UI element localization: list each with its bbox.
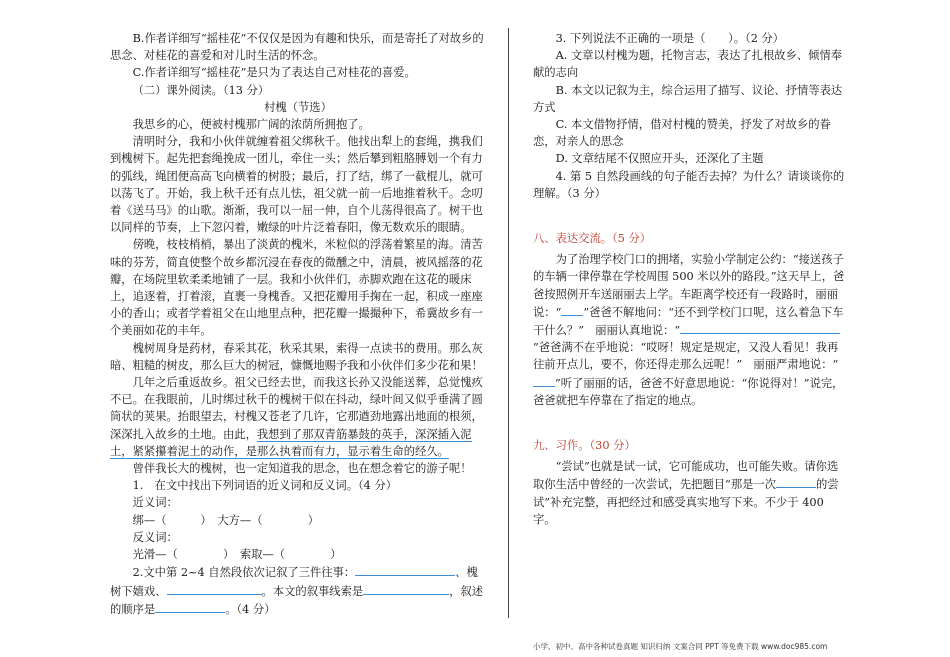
right-column xyxy=(533,30,845,528)
question-2-b: 槐树下嬉戏、 xyxy=(110,566,478,598)
question-2-a: 2.文中第 2~4 自然段依次记叙了三件往事： xyxy=(132,566,356,580)
column-divider xyxy=(508,28,509,618)
answer-blank-2[interactable] xyxy=(167,582,262,595)
expression-passage xyxy=(533,251,845,409)
synonym-row: 绑—（ ） 大方—（ ） xyxy=(132,513,319,527)
paragraph-6: 曾伴我长大的槐树，也一定知道我的思念，也在想念着它的游子呢！ xyxy=(132,462,472,476)
expression-2: ”爸爸不解地问：“还不到学校门口呢，这么着急下车干什么？” 丽丽认真地说：“ xyxy=(533,305,844,338)
question-2: 2.文中第 2~4 自然段依次记叙了三件往事： 、槐树下嬉戏、 。本文的叙事线索是 ，叙述的顺序是 。（4 分） xyxy=(110,563,486,618)
section-9-title: 九、习作。（30 分） xyxy=(533,439,636,453)
option-3c: C. 本文借物抒情，借对村槐的赞美，抒发了对故乡的眷恋，对亲人的思念 xyxy=(533,118,831,149)
option-c: C.作者详细写“摇桂花”是只为了表达自己对桂花的喜爱。 xyxy=(132,66,416,80)
paragraph-3: 傍晚，枝枝梢梢，暴出了淡黄的槐米，米粒似的浮荡着繁星的海。清苦味的芬芳，简直使整个故乡都沉浸在春夜的微醺之中，清晨，被风摇落的花瓣，在场院里软柔柔地铺了一层。我和小伙伴们，赤脚欢跑在这花的暖床上，追逐着，打着滚，直裹一身槐香。又把花瓣用手掬在一起，积成一座座小的香山；或者学着祖父在山地里点种，把花瓣一撮撮种下，希冀故乡有一个美丽如花的丰年。 xyxy=(110,238,483,338)
expression-blank-2[interactable] xyxy=(680,321,840,334)
title-blank[interactable] xyxy=(776,475,816,488)
paragraph-5-text: 几年之后重返故乡。祖父已经去世，而我这长孙又没能送葬，总觉愧疚不已。在我眼前，儿时绑过秋千的槐树干似在抖动，绿叶间又似乎垂满了圆筒状的荚果。抬眼望去，村槐又苍老了几许，它那遒劲地露出地面的根须，深深扎入故乡的土地。由此， xyxy=(110,376,483,441)
paragraph-1: 我思乡的心，便被村槐那广阔的浓荫所拥抱了。 xyxy=(132,118,370,132)
expression-blank-3[interactable] xyxy=(533,374,555,387)
paragraph-2: 清明时分，我和小伙伴就缠着祖父绑秋千。他找出犁上的套绳，携我们到槐树下。起先把套绳挽成一团儿，牵住一头；然后攀到粗胳膊划一个有力的弧线，绳团便高高飞向横着的树股；最后，打了结，绑了一截棍儿，就可以荡飞了。开始，我上秋千还有点儿怯，祖父就一前一后地推着秋千。念叨着《送马马》的山歌。渐渐，我可以一屈一伸，自个儿荡得很高了。树干也以同样的节奏，上下忽闪着，嫩绿的叶片泛着春阳，像无数欢乐的眼睛。 xyxy=(110,135,483,235)
question-4: 4. 第 5 自然段画线的句子能否去掉？为什么？请谈谈你的理解。（3 分） xyxy=(533,169,845,200)
paragraph-5 xyxy=(110,374,486,460)
answer-blank-1[interactable] xyxy=(355,563,455,576)
page-footer: 小学、初中、高中各种试卷真题 知识归纳 文案合同 PPT 等免费下载 www.doc985.com xyxy=(533,642,828,651)
question-2-d: ，叙述的顺序是 xyxy=(110,584,484,616)
question-3: 3. 下列说法不正确的一项是（ ）。（2 分） xyxy=(555,32,785,45)
writing-prompt xyxy=(533,458,845,528)
expression-3: ”爸爸满不在乎地说：“哎呀！规定是规定，又没人看见！我再往前开点儿，要不，你还得走那么远呢！” 丽丽严肃地说：“ xyxy=(533,341,839,372)
section-8-title: 八、表达交流。（5 分） xyxy=(533,232,652,246)
left-column xyxy=(110,30,486,618)
reading-header: （二）课外阅读。（13 分） xyxy=(132,83,270,97)
antonym-label: 反义词： xyxy=(132,530,178,544)
writing-1: “尝试”也就是试一试，它可能成功，也可能失败。请你选取你生活中曾经的一次尝试，先把题目“那是一次 xyxy=(533,460,839,492)
expression-blank-1[interactable] xyxy=(561,303,583,316)
expression-1: 为了治理学校门口的拥堵，实验小学制定公约：“接送孩子的车辆一律停靠在学校周围 500 米以外的路段。”这天早上，爸爸按照例开车送丽丽去上学。车距离学校还有一段路时，丽丽说：“ xyxy=(533,253,845,319)
option-3b: B. 本文以记叙为主，综合运用了描写、议论、抒情等表达方式 xyxy=(533,83,843,114)
answer-blank-4[interactable] xyxy=(155,600,225,613)
underlined-sentence: 我想到了那双青筋暴鼓的英手，深深插入泥土，紧紧攥着泥土的动作，是那么执着而有力，显示着生命的经久。 xyxy=(110,427,472,458)
option-3a: A. 文章以村槐为题，托物言志，表达了扎根故乡、倾情奉献的志向 xyxy=(533,49,843,80)
expression-4: ”听了丽丽的话，爸爸不好意思地说：“你说得对！”说完，爸爸就把车停靠在了指定的地点。 xyxy=(533,376,844,407)
article-title: 村槐（节选） xyxy=(264,100,332,114)
option-b: B.作者详细写“摇桂花”不仅仅是因为有趣和快乐，而是寄托了对故乡的思念、对桂花的喜爱和对儿时生活的怀念。 xyxy=(110,32,484,63)
paragraph-4: 槐树周身是药材，春采其花，秋采其果，索得一点读书的费用。那么灰暗、粗糙的树皮，那么巨大的树冠，慷慨地赐予我和小伙伴们多少花和果！ xyxy=(110,341,483,372)
question-2-e: 。（4 分） xyxy=(225,602,276,616)
writing-2: 的尝试”补充完整，再把经过和感受真实地写下来。不少于 400 字。 xyxy=(533,478,839,526)
option-3d: D. 文章结尾不仅照应开头，还深化了主题 xyxy=(555,152,764,166)
question-2-c: 。本文的叙事线索是 xyxy=(261,584,364,598)
antonym-row: 光滑—（ ） 索取—（ ） xyxy=(132,548,342,562)
synonym-label: 近义词： xyxy=(132,496,178,510)
question-1: 1. 在文中找出下列词语的近义词和反义词。（4 分） xyxy=(132,479,398,493)
answer-blank-3[interactable] xyxy=(363,582,449,595)
